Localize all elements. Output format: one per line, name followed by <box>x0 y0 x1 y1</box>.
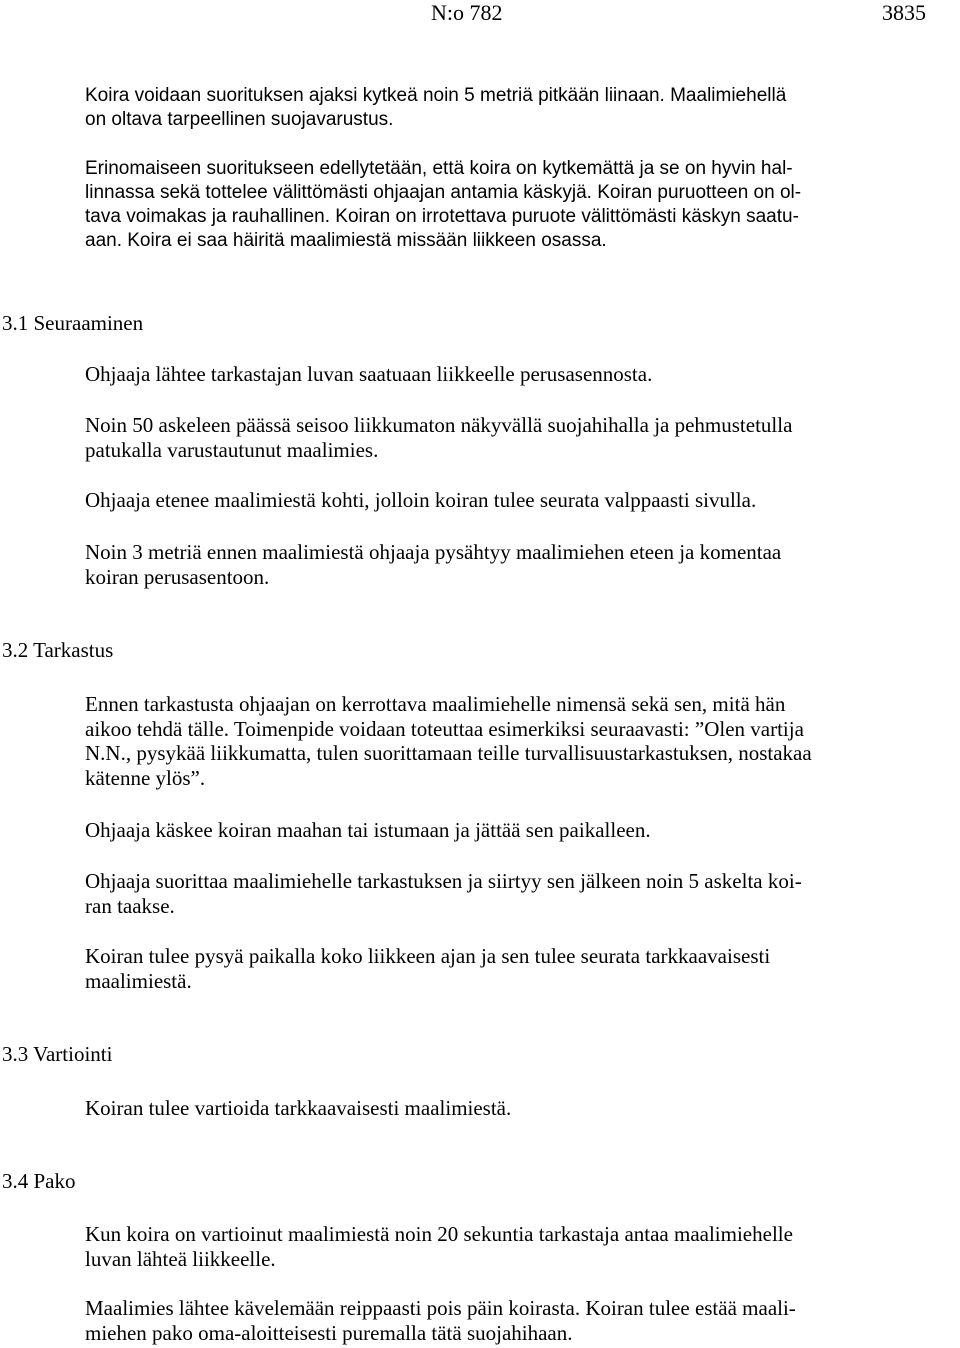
text-line: Koira voidaan suorituksen ajaksi kytkeä noin 5 metriä pitkään liinaan. Maalimiehellä <box>85 85 787 106</box>
paragraph <box>85 818 651 843</box>
text-line: Kun koira on vartioinut maalimiestä noin 20 sekuntia tarkastaja antaa maalimiehelle <box>85 1222 793 1246</box>
text-line: aan. Koira ei saa häiritä maalimiestä missään liikkeen osassa. <box>85 230 607 251</box>
text-line: Koiran tulee pysyä paikalla koko liikkeen ajan ja sen tulee seurata tarkkaavaisesti <box>85 944 771 968</box>
text-line: koiran perusasentoon. <box>85 564 270 589</box>
paragraph <box>85 540 781 589</box>
paragraph <box>85 362 652 387</box>
text-line: maalimiestä. <box>85 968 192 993</box>
text-line: Ennen tarkastusta ohjaajan on kerrottava maalimiehelle nimensä sekä sen, mitä hän <box>85 692 786 716</box>
paragraph <box>85 692 812 790</box>
page-id: N:o 782 <box>431 0 503 25</box>
intro-paragraph-2 <box>85 157 801 253</box>
text-line: on oltava tarpeellinen suojavarustus. <box>85 109 394 130</box>
paragraph <box>85 1096 511 1121</box>
text-line: linnassa sekä tottelee välittömästi ohjaajan antamia käskyjä. Koiran puruotteen on ol- <box>85 182 802 203</box>
text-line: Noin 50 askeleen päässä seisoo liikkumaton näkyvällä suojahihalla ja pehmustetulla <box>85 413 793 437</box>
paragraph <box>85 869 802 918</box>
intro-paragraph-1 <box>85 84 786 132</box>
text-line: ran taakse. <box>85 893 175 918</box>
text-line: aikoo tehdä tälle. Toimenpide voidaan toteuttaa esimerkiksi seuraavasti: ”Olen vartija <box>85 716 804 741</box>
section-heading-3-2: 3.2 Tarkastus <box>2 638 114 662</box>
text-line: Ohjaaja etenee maalimiestä kohti, jolloin koiran tulee seurata valppaasti sivulla. <box>85 488 757 512</box>
text-line: Ohjaaja lähtee tarkastajan luvan saatuaan liikkeelle perusasennosta. <box>85 362 653 386</box>
text-line: patukalla varustautunut maalimies. <box>85 437 379 462</box>
text-line: Maalimies lähtee kävelemään reippaasti pois päin koirasta. Koiran tulee estää maali- <box>85 1296 796 1320</box>
text-line: Koiran tulee vartioida tarkkaavaisesti maalimiestä. <box>85 1096 512 1120</box>
text-line: N.N., pysykää liikkumatta, tulen suorittamaan teille turvallisuustarkastuksen, nostakaa <box>85 741 812 765</box>
text-line: miehen pako oma-aloitteisesti puremalla tätä suojahihaan. <box>85 1320 573 1345</box>
paragraph <box>85 1296 796 1345</box>
paragraph <box>85 944 770 993</box>
text-line: Ohjaaja käskee koiran maahan tai istumaan ja jättää sen paikalleen. <box>85 818 651 842</box>
text-line: Erinomaiseen suoritukseen edellytetään, että koira on kytkemättä ja se on hyvin hal- <box>85 158 793 179</box>
text-line: tava voimakas ja rauhallinen. Koiran on irrotettava puruote välittömästi käskyn saatu- <box>85 206 799 227</box>
paragraph <box>85 413 792 462</box>
paragraph <box>85 488 756 513</box>
section-heading-3-4: 3.4 Pako <box>2 1169 76 1193</box>
text-line: luvan lähteä liikkeelle. <box>85 1246 276 1271</box>
text-line: Ohjaaja suorittaa maalimiehelle tarkastuksen ja siirtyy sen jälkeen noin 5 askelta koi- <box>85 869 802 893</box>
section-heading-3-1: 3.1 Seuraaminen <box>2 311 144 335</box>
text-line: kätenne ylös”. <box>85 765 206 790</box>
section-heading-3-3: 3.3 Vartiointi <box>2 1042 113 1066</box>
text-line: Noin 3 metriä ennen maalimiestä ohjaaja pysähtyy maalimiehen eteen ja komentaa <box>85 540 782 564</box>
page-number: 3835 <box>882 0 926 25</box>
paragraph <box>85 1222 793 1271</box>
